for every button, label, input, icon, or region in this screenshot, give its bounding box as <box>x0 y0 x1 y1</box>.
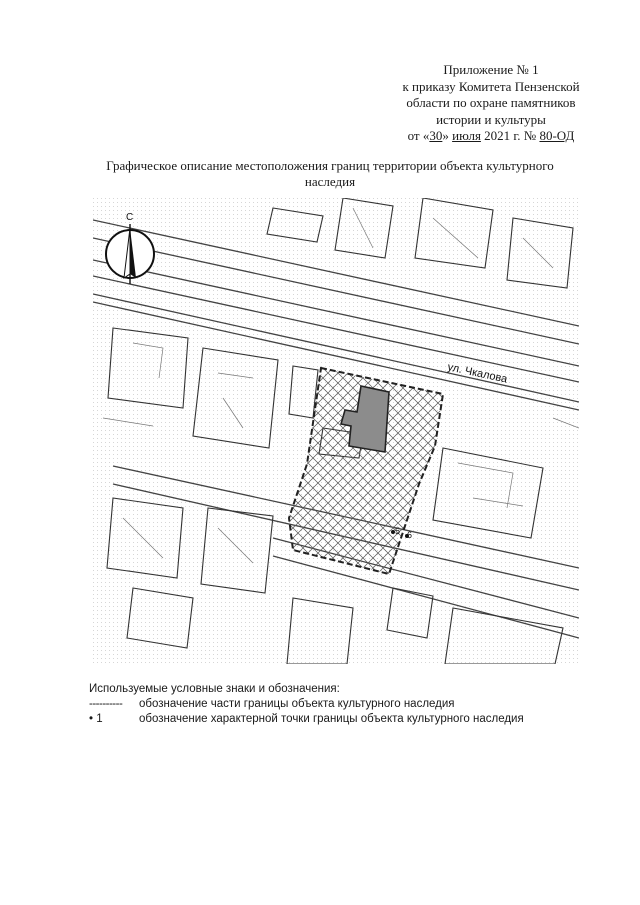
legend-item-boundary-point <box>89 712 589 727</box>
document-title <box>70 158 590 190</box>
point-symbol: • 1 <box>89 713 103 725</box>
legend-item-text: обозначение характерной точки границы объекта культурного наследия <box>139 713 524 725</box>
street-label: ул. Чкалова <box>446 361 509 386</box>
date-sep: » <box>442 128 453 143</box>
legend-item-text: обозначение части границы объекта культурного наследия <box>139 698 455 710</box>
date-prefix: от « <box>407 128 430 143</box>
boundary-point-label-6: 6 <box>407 530 413 540</box>
appendix-block <box>380 62 602 145</box>
appendix-line-3: области по охране памятников <box>406 95 576 110</box>
order-number: 80-ОД <box>539 128 575 143</box>
appendix-line-1: Приложение № 1 <box>443 62 539 77</box>
legend-heading: Используемые условные знаки и обозначения: <box>89 683 340 695</box>
order-day: 30 <box>429 128 443 143</box>
title-line-1: Графическое описание местоположения границ территории объекта культурного <box>106 158 554 173</box>
appendix-date-line <box>380 128 602 145</box>
cadastral-map <box>93 198 579 664</box>
dashed-line-symbol: ---------- <box>89 698 123 710</box>
map-drawing <box>93 198 579 664</box>
compass-letter: С <box>126 212 134 223</box>
date-year-number-prefix: 2021 г. № <box>480 128 540 143</box>
appendix-line-4: истории и культуры <box>436 111 546 127</box>
legend <box>89 682 589 727</box>
boundary-point-label-5: 5 <box>395 526 401 536</box>
order-month: июля <box>452 128 481 143</box>
legend-item-boundary-line <box>89 697 589 712</box>
appendix-line-2: к приказу Комитета Пензенской <box>402 78 580 94</box>
title-line-2: наследия <box>304 174 356 189</box>
